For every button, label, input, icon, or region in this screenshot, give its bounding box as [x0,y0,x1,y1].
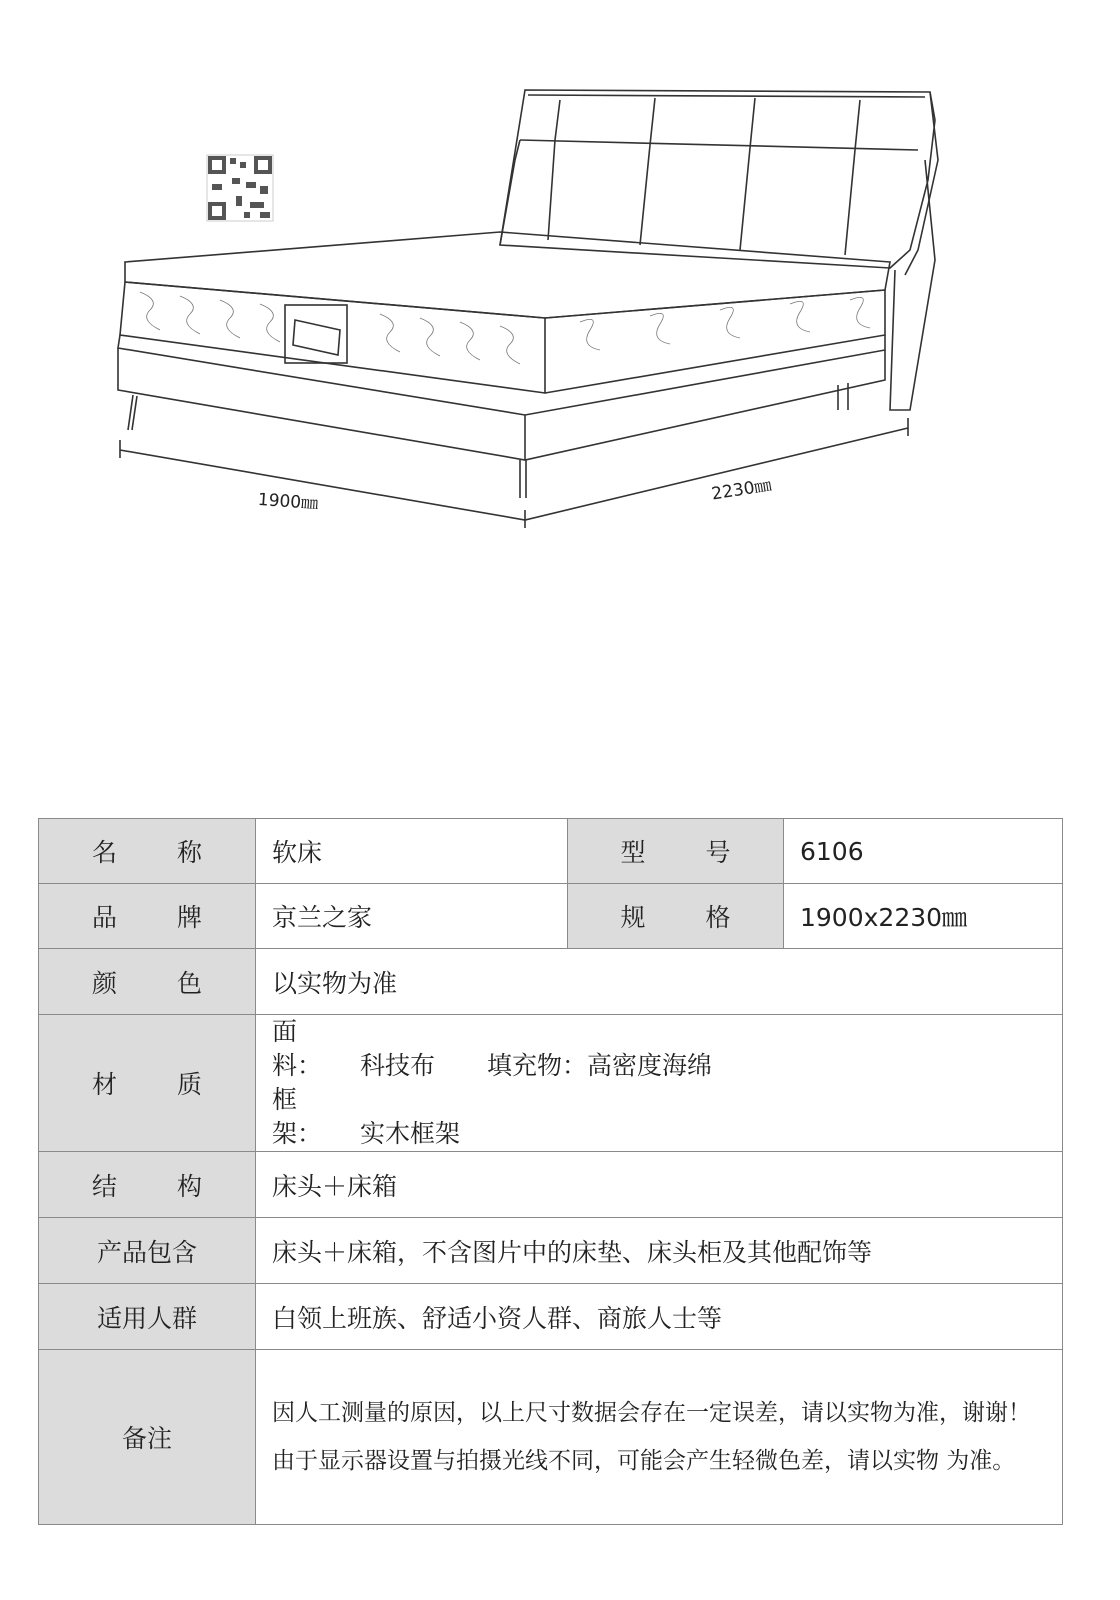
structure-value: 床头＋床箱 [256,1152,1063,1218]
row-structure [39,1152,1063,1218]
color-label: 颜 色 [39,949,256,1015]
brand-label: 品 牌 [39,884,256,949]
model-label: 型 号 [568,819,784,884]
frame-key: 框 架： [272,1085,323,1148]
fabric-value: 科技布 [360,1051,436,1080]
audience-value: 白领上班族、舒适小资人群、商旅人士等 [256,1284,1063,1350]
package-label: 产品包含 [39,1218,256,1284]
model-value: 6106 [784,819,1063,884]
fabric-key: 面 料： [272,1017,323,1080]
filling-value: 高密度海绵 [587,1051,713,1080]
qr-code [207,155,273,221]
note-value [256,1350,1063,1525]
bed-drawing [0,0,1120,620]
note-line-1: 因人工测量的原因，以上尺寸数据会存在一定误差，请以实物为准，谢谢！ [272,1400,1031,1426]
brand-value: 京兰之家 [256,884,568,949]
audience-label: 适用人群 [39,1284,256,1350]
size-value: 1900x2230㎜ [784,884,1063,949]
note-line-2: 由于显示器设置与拍摄光线不同，可能会产生轻微色差，请以实物 为准。 [272,1448,1016,1474]
filling-key: 填充物： [487,1051,588,1080]
structure-label: 结 构 [39,1152,256,1218]
length-dimension: 2230㎜ [710,475,773,505]
material-label: 材 质 [39,1015,256,1152]
row-name-model [39,819,1063,884]
row-package [39,1218,1063,1284]
width-dimension: 1900㎜ [257,489,319,515]
name-value: 软床 [256,819,568,884]
package-value: 床头＋床箱，不含图片中的床垫、床头柜及其他配饰等 [256,1218,1063,1284]
bed-line-drawing [0,0,1120,620]
size-label: 规 格 [568,884,784,949]
color-value: 以实物为准 [256,949,1063,1015]
spec-table [38,818,1063,1525]
row-brand-size [39,884,1063,949]
row-color [39,949,1063,1015]
material-value [256,1015,1063,1152]
row-material [39,1015,1063,1152]
frame-value: 实木框架 [360,1119,461,1148]
row-note [39,1350,1063,1525]
note-label: 备注 [39,1350,256,1525]
row-audience [39,1284,1063,1350]
name-label: 名 称 [39,819,256,884]
